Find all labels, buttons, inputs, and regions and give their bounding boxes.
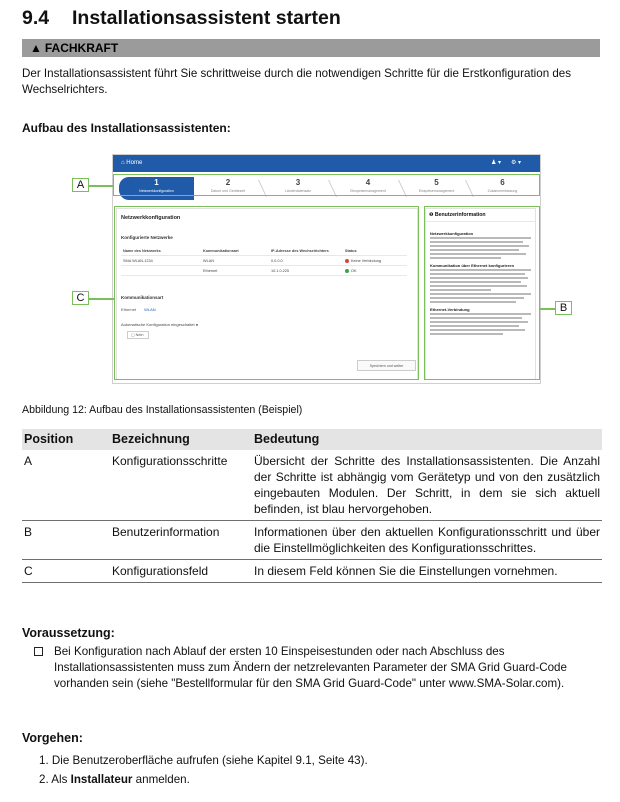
section-heading <box>22 7 341 30</box>
tab-ethernet[interactable]: Ethernet <box>121 307 137 312</box>
wizard-step[interactable]: 4 Einspeisemanagement <box>350 178 386 193</box>
wizard-step[interactable]: 6 Zusammenfassung <box>487 178 518 193</box>
legend-table <box>22 429 602 583</box>
info-block-title: Netzwerkkonfiguration <box>430 231 474 236</box>
wizard-step[interactable]: 5 Einspeisemanagement <box>418 178 455 193</box>
home-icon: ⌂ <box>121 160 125 166</box>
home-link[interactable]: Home <box>126 160 143 166</box>
qualification-bar <box>22 39 600 57</box>
procedure-heading: Vorgehen: <box>22 731 83 745</box>
tab-wlan[interactable]: WLAN <box>144 307 156 312</box>
list-item: 1. Die Benutzeroberfläche aufrufen (siehe Kapitel 9.1, Seite 43). <box>39 754 368 767</box>
warning-icon: ▲ <box>30 41 42 55</box>
callout-label-c: C <box>72 291 89 305</box>
config-title: Netzwerkkonfiguration <box>121 215 181 221</box>
comm-type-label: Kommunikationsart <box>121 295 164 300</box>
gear-icon[interactable]: ⚙ ▾ <box>511 160 522 166</box>
callout-label-a: A <box>72 178 89 192</box>
prerequisite-heading: Voraussetzung: <box>22 626 115 640</box>
figure-caption: Abbildung 12: Aufbau des Installationsassistenten (Beispiel) <box>22 404 303 416</box>
callout-line-b <box>540 308 556 310</box>
info-block-title: Ethernet-Verbindung <box>430 307 470 312</box>
wizard-step[interactable]: 2 Datum und Gerätezeit <box>210 178 246 193</box>
prerequisite-text: Bei Konfiguration nach Ablauf der ersten 10 Einspeisestunden oder nach Abschluss des Installationsassistenten muss zum Ändern der netzrelevanten Parameter der SMA Grid Guard-Code vorhanden sein (siehe "Bestellformular für den SMA Grid Guard-Code" unter www.SMA-Solar.com). <box>54 645 567 690</box>
procedure-list <box>39 751 368 789</box>
prerequisite-item <box>34 644 600 692</box>
save-and-continue-button[interactable]: Speichern und weiter <box>357 360 416 371</box>
table-header-row: Name des Netzwerks Kommunikationsart IP-Adresse des Wechselrichters Status <box>121 246 407 256</box>
callout-frame-b <box>424 206 540 380</box>
auto-config-label: Automatische Konfiguration eingeschaltet ● <box>121 322 199 327</box>
wizard-step[interactable]: 3 Länderdatensatz <box>284 178 312 193</box>
info-block-title: Kommunikation über Ethernet konfigurieren <box>430 263 515 268</box>
configured-networks-label: Konfigurierte Netzwerke <box>121 235 173 240</box>
callout-label-b: B <box>555 301 572 315</box>
table-row: A Konfigurationsschritte Übersicht der Schritte des Installationsassistenten. Die Anzahl der Schritte ist abhängig vom Gerätetyp und von den zusätzlich eingebauten Modulen. Der Schritt, in dem sie sich aktuell befinden, ist blau hervorgehoben. <box>22 450 602 521</box>
callout-frame-c <box>114 206 419 380</box>
figure-heading: Aufbau des Installationsassistenten: <box>22 121 231 135</box>
section-number: 9.4 <box>22 7 50 29</box>
table-header-row: Position Bezeichnung Bedeutung <box>22 429 602 450</box>
table-row: B Benutzerinformation Informationen über den aktuellen Konfigurationsschritt und über die Einstellmöglichkeiten des Konfigurationsschrittes. <box>22 521 602 560</box>
wizard-step[interactable]: 1 Netzwerkkonfiguration <box>119 177 194 200</box>
app-topbar <box>113 155 540 172</box>
auto-config-toggle[interactable]: ▢ Nein <box>127 331 149 339</box>
intro-text: Der Installationsassistent führt Sie schrittweise durch die notwendigen Schritte für die Erstkonfiguration des Wechselrichters. <box>22 67 572 96</box>
checkbox-icon[interactable] <box>34 647 43 656</box>
callout-line-c <box>88 298 114 300</box>
table-row[interactable]: SMA WLAN-1234 WLAN 0.0.0.0 Keine Verbindung <box>121 256 407 266</box>
info-title: ❶ Benutzerinformation <box>426 209 535 222</box>
info-icon: ❶ <box>429 212 434 218</box>
qualification-label: FACHKRAFT <box>44 41 119 55</box>
user-icon[interactable]: ♟ ▾ <box>491 160 502 166</box>
table-row[interactable]: Ethernet 10.1.0.225 OK <box>121 266 407 276</box>
callout-frame-a <box>113 174 540 196</box>
section-title: Installationsassistent starten <box>72 7 341 29</box>
help-icon[interactable]: ● <box>195 322 199 327</box>
callout-line-a <box>88 185 113 187</box>
list-item: 2. Als Installateur anmelden. <box>39 773 190 786</box>
wizard-figure <box>22 150 602 390</box>
table-row: C Konfigurationsfeld In diesem Feld können Sie die Einstellungen vornehmen. <box>22 560 602 583</box>
